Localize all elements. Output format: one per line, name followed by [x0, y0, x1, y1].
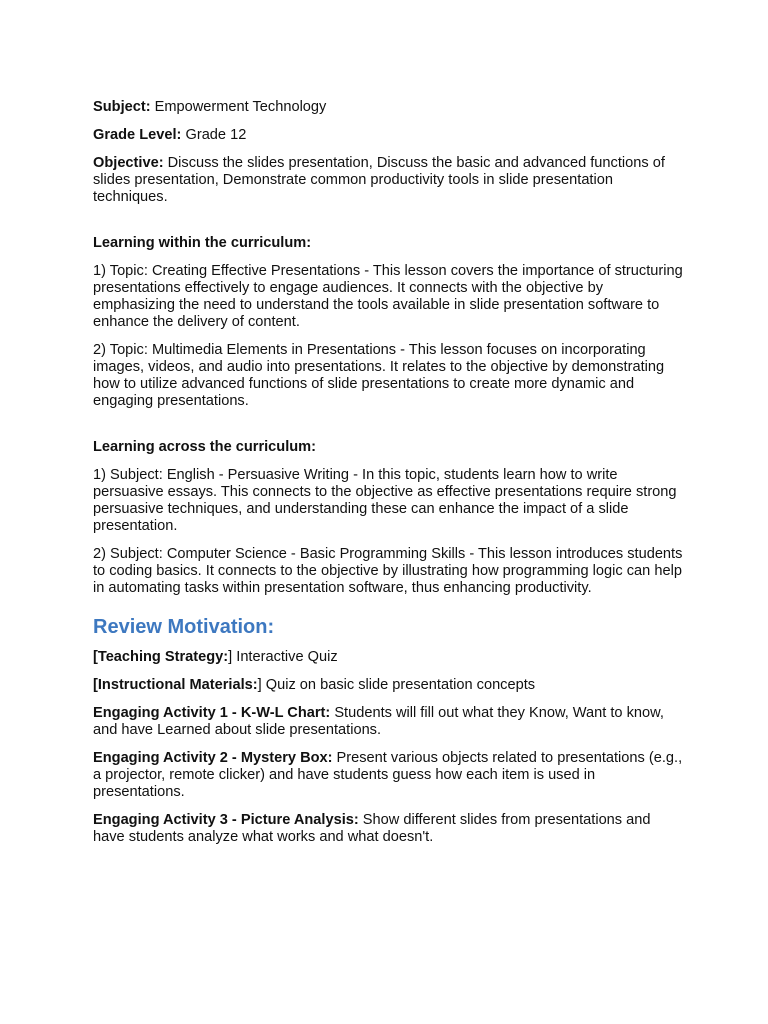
within-curriculum-heading-text: Learning within the curriculum: — [93, 235, 312, 251]
within-curriculum-heading — [93, 235, 683, 252]
across-curriculum-heading-text: Learning across the curriculum: — [93, 439, 317, 455]
grade-level-value: Grade 12 — [181, 127, 247, 143]
grade-level-label: Grade Level: — [93, 127, 182, 143]
lesson-plan-document — [93, 99, 683, 857]
engaging-activity-1-text: Students will fill out what they Know, Want to know, and have Learned about slide presentations. — [93, 705, 664, 738]
engaging-activity-3 — [93, 812, 683, 846]
engaging-activity-2 — [93, 750, 683, 801]
within-curriculum-item-1: 1) Topic: Creating Effective Presentations - This lesson covers the importance of structuring presentations effectively to engage audiences. It connects with the objective by emphasizing the need to understand the tools available in slide presentation software to enhance the delivery of content. — [93, 263, 683, 330]
teaching-strategy-line — [93, 649, 683, 666]
review-motivation-title: Review Motivation: — [93, 616, 275, 638]
instructional-materials-value: ] Quiz on basic slide presentation concepts — [257, 677, 536, 693]
engaging-activity-3-label: Engaging Activity 3 - Picture Analysis: — [93, 812, 359, 828]
objective-label: Objective: — [93, 155, 164, 171]
engaging-activity-2-label: Engaging Activity 2 - Mystery Box: — [93, 750, 333, 766]
engaging-activity-1-label: Engaging Activity 1 - K-W-L Chart: — [93, 705, 331, 721]
engaging-activity-1 — [93, 705, 683, 739]
teaching-strategy-value: ] Interactive Quiz — [228, 649, 338, 665]
objective-text: Discuss the slides presentation, Discuss the basic and advanced functions of slides presentation, Demonstrate common productivity tools in slide presentation techniques. — [93, 155, 665, 205]
within-curriculum-item-2: 2) Topic: Multimedia Elements in Presentations - This lesson focuses on incorporating images, videos, and audio into presentations. It relates to the objective by demonstrating how to utilize advanced functions of slide presentations to create more dynamic and engaging presentations. — [93, 342, 665, 409]
teaching-strategy-label: [Teaching Strategy: — [93, 649, 229, 665]
engaging-activity-2-text: Present various objects related to presentations (e.g., a projector, remote clicker) and have students guess how each item is used in presentations. — [93, 750, 683, 800]
subject-label: Subject: — [93, 99, 151, 115]
across-curriculum-item-1: 1) Subject: English - Persuasive Writing - In this topic, students learn how to write persuasive essays. This connects to the objective as effective presentations require strong persuasive techniques, and understanding these can enhance the impact of a slide presentation. — [93, 467, 677, 534]
across-curriculum-heading — [93, 439, 683, 456]
subject-value: Empowerment Technology — [150, 99, 327, 115]
subject-line — [93, 99, 683, 116]
instructional-materials-line — [93, 677, 683, 694]
grade-level-line — [93, 127, 683, 144]
engaging-activity-3-text: Show different slides from presentations and have students analyze what works and what doesn't. — [93, 812, 651, 845]
instructional-materials-label: [Instructional Materials: — [93, 677, 258, 693]
objective-paragraph — [93, 155, 683, 206]
across-curriculum-item-2: 2) Subject: Computer Science - Basic Programming Skills - This lesson introduces students to coding basics. It connects to the objective by illustrating how programming logic can help in automating tasks within presentation software, thus enhancing productivity. — [93, 546, 683, 596]
